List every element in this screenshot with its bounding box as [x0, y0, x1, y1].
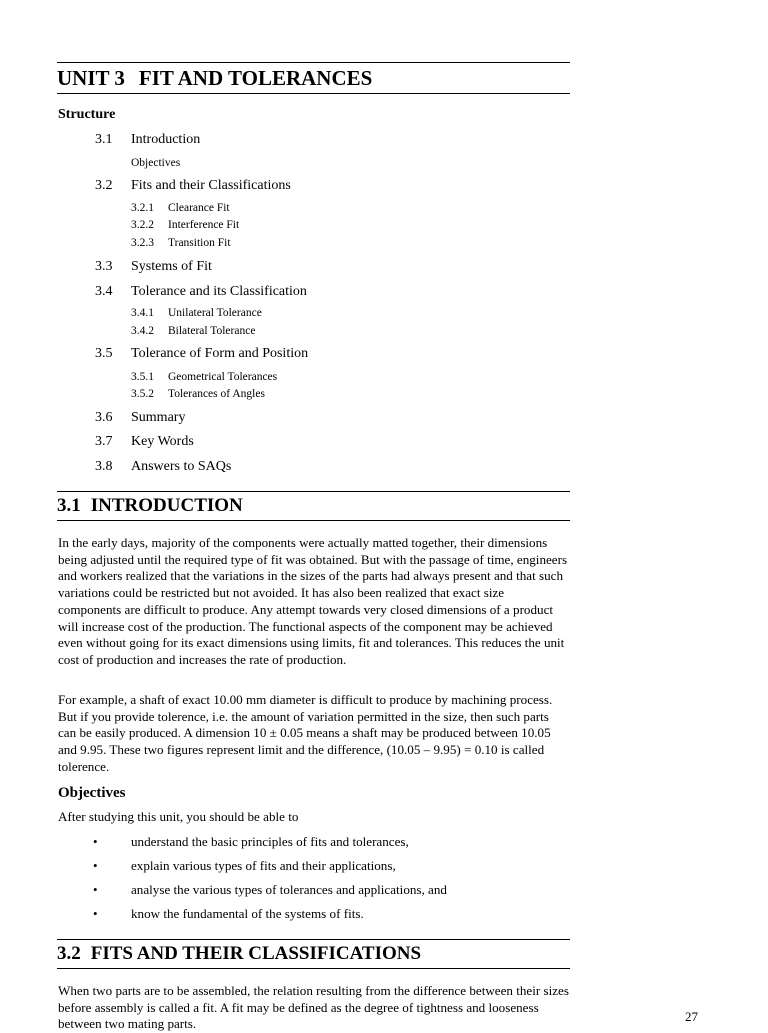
bullet-icon: •	[93, 882, 98, 897]
toc-item-number: 3.7	[95, 434, 113, 449]
objective-text: analyse the various types of tolerances and applications, and	[131, 882, 447, 897]
toc-subitem-title: Transition Fit	[168, 237, 231, 249]
unit-heading	[57, 62, 570, 94]
toc-item-number: 3.6	[95, 410, 113, 425]
toc-subitem-number: 3.2.3	[131, 237, 154, 249]
toc-subitem-number: 3.4.2	[131, 325, 154, 337]
page-number: 27	[685, 1009, 698, 1024]
objective-text: know the fundamental of the systems of fits.	[131, 906, 364, 921]
toc-objectives-note: Objectives	[131, 157, 181, 169]
toc-item-number: 3.4	[95, 284, 113, 299]
fits-paragraph: When two parts are to be assembled, the relation resulting from the difference between their sizes before assembly is called a fit. A fit may be defined as the degree of tightness and looseness between two mating parts.	[58, 983, 569, 1032]
toc-subitem-title: Clearance Fit	[168, 202, 230, 214]
intro-paragraph: In the early days, majority of the components were actually matted together, their dimensions being adjusted until the required type of fit was obtained. But with the passage of time, engineers and workers realized that the variations in the sizes of the parts had always present and that such variations could be restricted but not avoided. It has also been realized that exact size components are difficult to produce. Any attempt towards very closed dimensions of a product will increase cost of the production. The functional aspects of the component may be achieved even without going for its exact dimensions using limits, fit and tolerances. This reduces the unit cost of production and increases the rate of production.	[58, 535, 568, 667]
section-heading-fits	[57, 939, 570, 969]
bullet-icon: •	[93, 858, 98, 873]
objective-text: understand the basic principles of fits and tolerances,	[131, 834, 409, 849]
unit-number: UNIT 3	[57, 66, 125, 90]
toc-subitem-title: Interference Fit	[168, 219, 240, 231]
toc-item-title: Summary	[131, 410, 186, 425]
toc-item-title: Answers to SAQs	[131, 459, 232, 474]
toc-item-number: 3.5	[95, 346, 113, 361]
toc-item-number: 3.1	[95, 132, 113, 147]
toc-item-number: 3.3	[95, 259, 113, 274]
objective-text: explain various types of fits and their applications,	[131, 858, 396, 873]
toc-item-title: Systems of Fit	[131, 259, 212, 274]
objectives-intro: After studying this unit, you should be able to	[58, 809, 299, 824]
section-title: INTRODUCTION	[90, 495, 243, 516]
toc-subitem-title: Tolerances of Angles	[168, 388, 265, 400]
section-title: FITS AND THEIR CLASSIFICATIONS	[90, 943, 422, 964]
section-number: 3.1	[57, 495, 81, 516]
toc-subitem-title: Bilateral Tolerance	[168, 325, 256, 337]
unit-title: FIT AND TOLERANCES	[138, 66, 373, 90]
section-number: 3.2	[57, 943, 81, 964]
toc-item-number: 3.8	[95, 459, 113, 474]
bullet-icon: •	[93, 906, 98, 921]
toc-item-title: Key Words	[131, 434, 194, 449]
toc-item-title: Tolerance of Form and Position	[131, 346, 309, 361]
toc-subitem-number: 3.5.1	[131, 371, 154, 383]
toc-item-number: 3.2	[95, 178, 113, 193]
toc-subitem-number: 3.2.2	[131, 219, 154, 231]
bullet-icon: •	[93, 834, 98, 849]
toc-item-title: Introduction	[131, 132, 201, 147]
section-heading-introduction	[57, 491, 570, 521]
toc-subitem-number: 3.4.1	[131, 307, 154, 319]
objectives-heading: Objectives	[58, 785, 126, 801]
structure-heading: Structure	[58, 107, 116, 122]
toc-item-title: Fits and their Classifications	[131, 178, 291, 193]
toc-subitem-number: 3.2.1	[131, 202, 154, 214]
toc-subitem-title: Geometrical Tolerances	[168, 371, 278, 383]
toc-item-title: Tolerance and its Classification	[131, 284, 307, 299]
toc-subitem-number: 3.5.2	[131, 388, 154, 400]
toc-subitem-title: Unilateral Tolerance	[168, 307, 262, 319]
intro-paragraph: For example, a shaft of exact 10.00 mm diameter is difficult to produce by machining process. But if you provide tolerence, i.e. the amount of variation permitted in the size, then such parts can be easily produced. A dimension 10 ± 0.05 means a shaft may be produced between 10.05 and 9.95. These two figures represent limit and the difference, (10.05 – 9.95) = 0.10 is called tolerence.	[58, 692, 553, 774]
